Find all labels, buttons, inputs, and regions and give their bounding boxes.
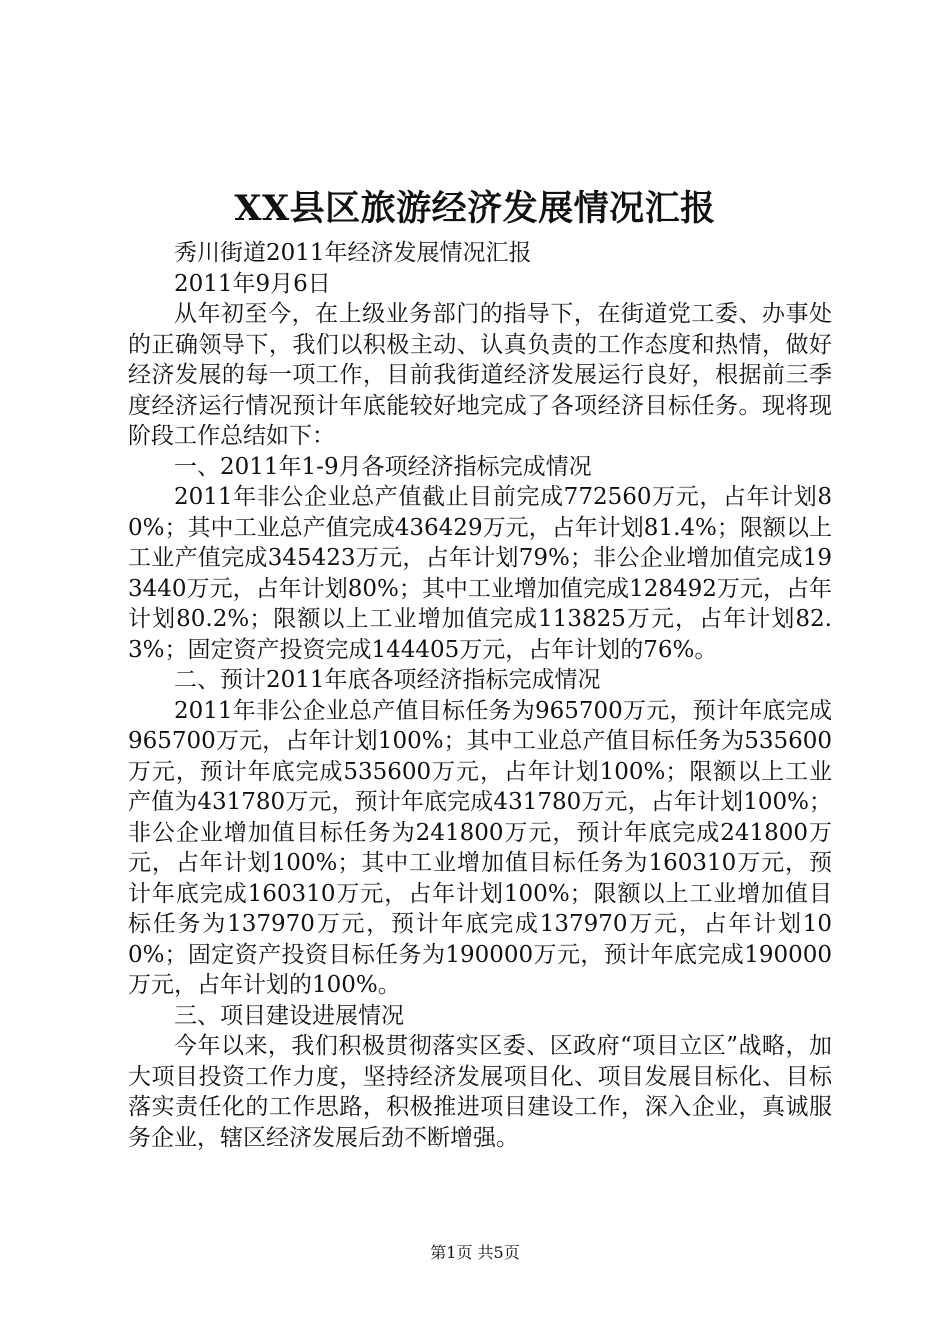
paragraph-section-2: 2011年非公企业总产值目标任务为965700万元，预计年底完成965700万元，占年计划100%；其中工业总产值目标任务为535600万元，预计年底完成535600万元，占年计划100%；限额以上工业产值为431780万元，预计年底完成431780万元，占年计划100%；非公企业增加值目标任务为241800万元，预计年底完成241800万元，占年计划100%；其中工业增加值目标任务为160310万元，预计年底完成160310万元，占年计划100%；限额以上工业增加值目标任务为137970万元，预计年底完成137970万元，占年计划100%；固定资产投资目标任务为190000万元，预计年底完成190000万元，占年计划的100%。 — [128, 697, 832, 998]
document-title: XX县区旅游经济发展情况汇报 — [234, 188, 716, 229]
paragraph-date: 2011年9月6日 — [174, 270, 331, 297]
document-body — [128, 238, 832, 1153]
section-heading-2: 二、预计2011年底各项经济指标完成情况 — [174, 667, 601, 693]
paragraph-section-3: 今年以来，我们积极贯彻落实区委、区政府“项目立区”战略，加大项目投资工作力度，坚持经济发展项目化、项目发展目标化、目标落实责任化的工作思路，积极推进项目建设工作，深入企业，真诚服务企业，辖区经济发展后劲不断增强。 — [128, 1033, 832, 1151]
paragraph-subtitle: 秀川街道2011年经济发展情况汇报 — [174, 240, 532, 266]
section-heading-3: 三、项目建设进展情况 — [174, 1002, 404, 1029]
section-heading-1: 一、2011年1-9月各项经济指标完成情况 — [174, 453, 592, 480]
paragraph-section-1: 2011年非公企业总产值截止目前完成772560万元，占年计划80%；其中工业总产值完成436429万元，占年计划81.4%；限额以上工业产值完成345423万元，占年计划79%；非公企业增加值完成193440万元，占年计划80%；其中工业增加值完成128492万元，占年计划80.2%；限额以上工业增加值完成113825万元，占年计划82.3%；固定资产投资完成144405万元，占年计划的76%。 — [128, 484, 832, 663]
paragraph-intro: 从年初至今，在上级业务部门的指导下，在街道党工委、办事处的正确领导下，我们以积极主动、认真负责的工作态度和热情，做好经济发展的每一项工作，目前我街道经济发展运行良好，根据前三季度经济运行情况预计年底能较好地完成了各项经济目标任务。现将现阶段工作总结如下： — [128, 301, 832, 449]
page-footer: 第1页 共5页 — [430, 1243, 520, 1262]
